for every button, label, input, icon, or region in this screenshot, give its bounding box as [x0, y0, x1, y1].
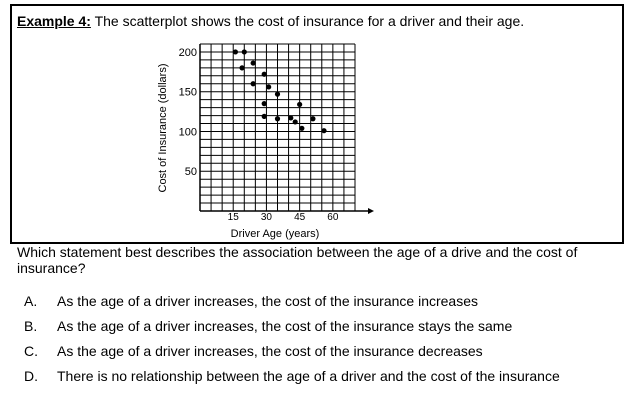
option-text: There is no relationship between the age of a driver and the cost of the insurance: [57, 368, 560, 384]
y-tick-label: 50: [184, 166, 197, 179]
option-letter: C.: [24, 343, 38, 359]
data-point: [275, 116, 280, 121]
data-point: [262, 114, 267, 119]
y-axis-label: Cost of Insurance (dollars): [157, 63, 169, 193]
data-point: [242, 49, 247, 54]
y-tick-label: 150: [178, 86, 197, 99]
data-point: [239, 65, 244, 70]
data-point: [251, 60, 256, 65]
data-point: [293, 119, 298, 124]
data-point: [251, 81, 256, 86]
data-point: [275, 92, 280, 97]
x-tick-label: 15: [227, 212, 239, 223]
data-point: [321, 128, 326, 133]
example-text: The scatterplot shows the cost of insurance for a driver and their age.: [90, 13, 525, 29]
option-text: As the age of a driver increases, the cost of the insurance decreases: [57, 343, 483, 359]
option-letter: A.: [24, 293, 38, 309]
data-point: [297, 102, 302, 107]
x-axis-arrow: [368, 208, 374, 214]
option-text: As the age of a driver increases, the cost of the insurance increases: [57, 293, 479, 309]
chart-grid: [200, 44, 355, 211]
data-point: [262, 101, 267, 106]
option-text: As the age of a driver increases, the cost of the insurance stays the same: [57, 318, 513, 334]
y-tick-label: 100: [178, 126, 197, 139]
question-text: Which statement best describes the association between the age of a drive and the cost of insurance?: [17, 244, 578, 276]
x-tick-label: 45: [294, 212, 306, 223]
data-point: [310, 116, 315, 121]
data-point: [266, 84, 271, 89]
option-letter: B.: [24, 318, 38, 334]
chart-tick-labels: [179, 47, 339, 223]
chart-axes: [200, 44, 374, 214]
data-point: [233, 49, 238, 54]
data-point: [262, 72, 267, 77]
data-point: [288, 115, 293, 120]
example-label: Example 4:: [17, 13, 91, 29]
x-axis-label: Driver Age (years): [230, 228, 320, 240]
data-point: [299, 126, 304, 131]
y-tick-label: 200: [178, 46, 197, 59]
x-tick-label: 30: [260, 212, 272, 223]
x-tick-label: 60: [327, 212, 339, 223]
option-letter: D.: [24, 368, 38, 384]
